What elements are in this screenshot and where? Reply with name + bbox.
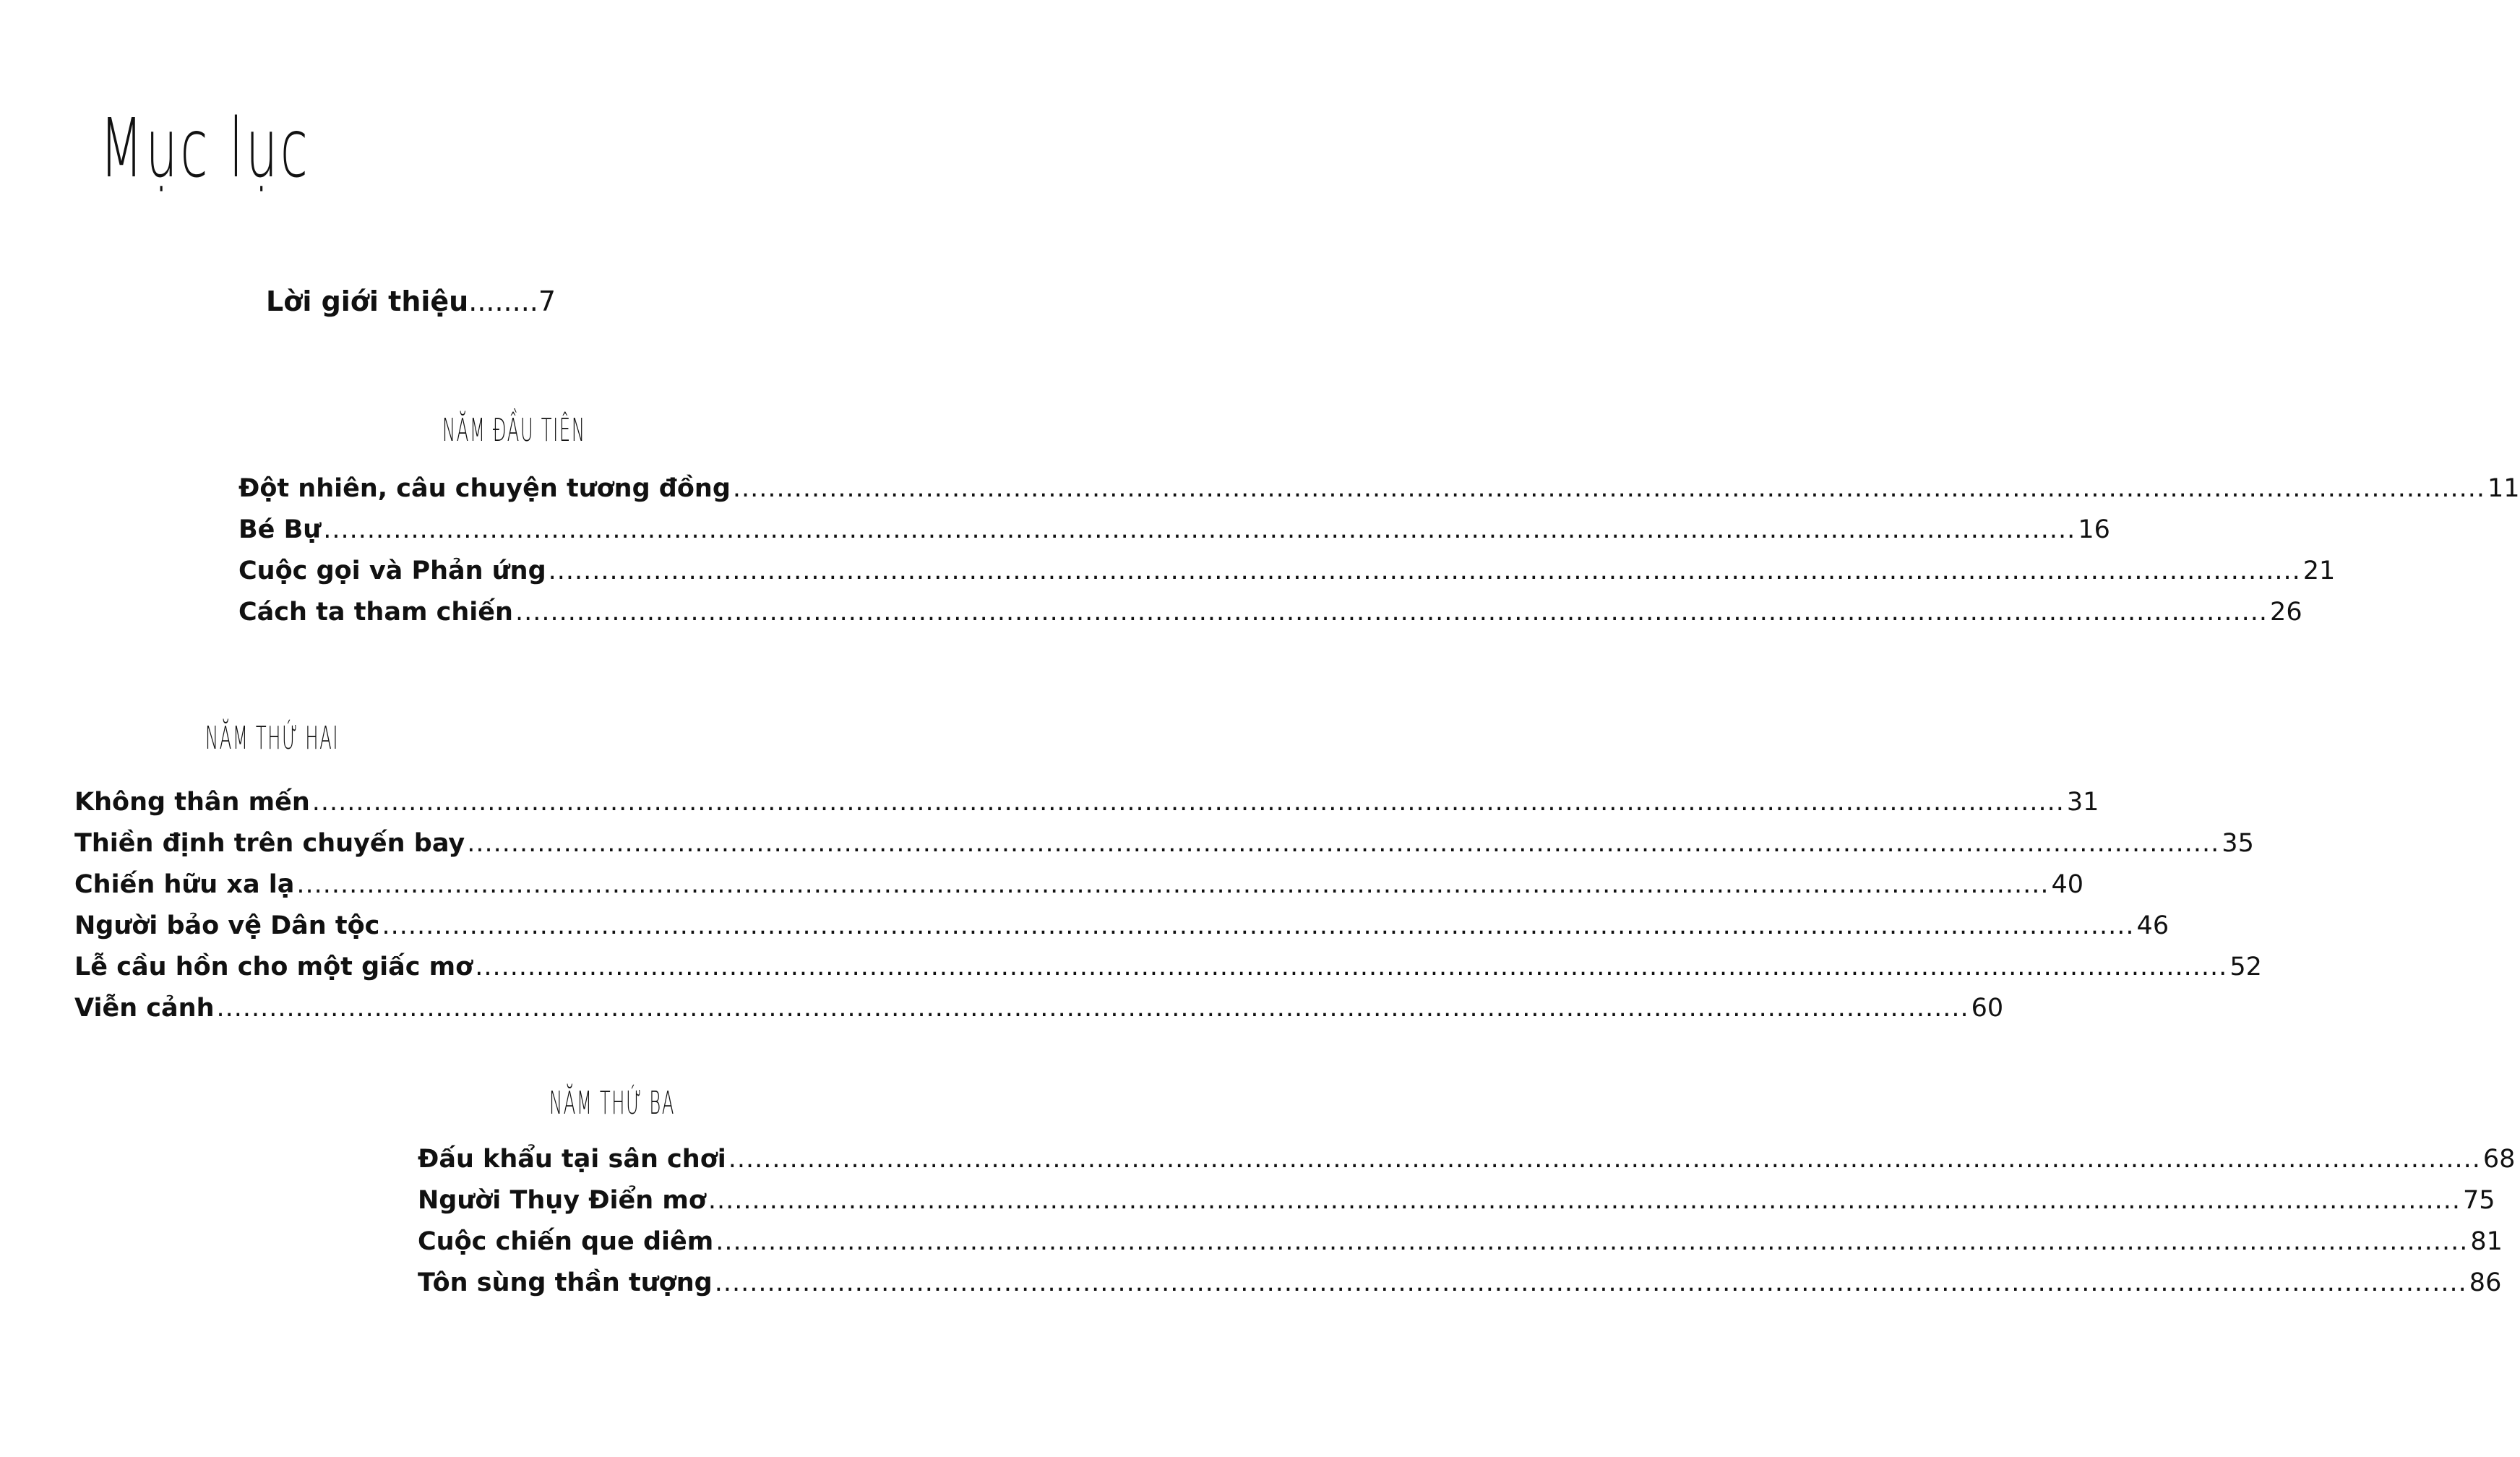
- intro-label: Lời giới thiệu: [266, 285, 469, 317]
- entry-title: Người Thụy Điển mơ: [418, 1186, 706, 1215]
- intro-entry[interactable]: [266, 285, 556, 317]
- entry-leader-dots: ........................................................................................................................................................................................................: [216, 994, 1969, 1023]
- toc-entry[interactable]: [238, 474, 2520, 515]
- entry-page: 81: [2470, 1227, 2503, 1256]
- entry-title: Đột nhiên, câu chuyện tương đồng: [238, 474, 731, 503]
- entry-page: 16: [2078, 515, 2110, 544]
- toc-entry[interactable]: [418, 1145, 2516, 1186]
- entry-page: 75: [2463, 1186, 2495, 1215]
- entry-page: 21: [2302, 556, 2336, 585]
- entry-page: 11: [2487, 474, 2520, 503]
- toc-list-year-one: [238, 474, 2520, 639]
- page-title: Mục lục: [100, 102, 311, 196]
- intro-page: 7: [538, 285, 556, 317]
- intro-dots: ........: [468, 285, 538, 317]
- entry-title: Không thân mến: [74, 788, 310, 817]
- toc-entry[interactable]: [74, 911, 2169, 953]
- entry-leader-dots: ........................................................................................................................................................................................................: [323, 515, 2076, 544]
- toc-entry[interactable]: [74, 953, 2262, 994]
- entry-title: Bé Bự: [238, 515, 322, 544]
- entry-leader-dots: ........................................................................................................................................................................................................: [296, 870, 2050, 899]
- entry-leader-dots: ........................................................................................................................................................................................................: [708, 1186, 2461, 1215]
- entry-title: Cuộc chiến que diêm: [418, 1227, 714, 1256]
- toc-entry[interactable]: [74, 870, 2084, 911]
- toc-entry[interactable]: [238, 598, 2302, 639]
- section-heading-year-two: NĂM THỨ HAI: [205, 720, 340, 757]
- entry-leader-dots: ........................................................................................................................................................................................................: [732, 474, 2485, 503]
- entry-title: Thiền định trên chuyến bay: [74, 829, 465, 858]
- toc-entry[interactable]: [418, 1227, 2503, 1268]
- section-heading-year-one: NĂM ĐẦU TIÊN: [442, 412, 586, 449]
- entry-page: 52: [2229, 953, 2262, 981]
- entry-title: Đấu khẩu tại sân chơi: [418, 1145, 726, 1174]
- toc-entry[interactable]: [418, 1186, 2495, 1227]
- entry-leader-dots: ........................................................................................................................................................................................................: [311, 788, 2065, 817]
- toc-list-year-three: [418, 1145, 2516, 1310]
- toc-entry[interactable]: [74, 994, 2004, 1035]
- section-heading-year-three: NĂM THỨ BA: [549, 1085, 676, 1122]
- entry-title: Chiến hữu xa lạ: [74, 870, 295, 899]
- entry-page: 46: [2136, 911, 2169, 940]
- entry-title: Cuộc gọi và Phản ứng: [238, 556, 546, 585]
- entry-leader-dots: ........................................................................................................................................................................................................: [382, 911, 2135, 940]
- toc-list-year-two: [74, 788, 2262, 1035]
- entry-leader-dots: ........................................................................................................................................................................................................: [515, 598, 2269, 627]
- entry-title: Người bảo vệ Dân tộc: [74, 911, 380, 940]
- entry-page: 86: [2469, 1268, 2502, 1297]
- entry-leader-dots: ........................................................................................................................................................................................................: [475, 953, 2228, 981]
- toc-entry[interactable]: [74, 788, 2099, 829]
- entry-page: 68: [2482, 1145, 2516, 1174]
- toc-entry[interactable]: [238, 556, 2336, 598]
- entry-leader-dots: ........................................................................................................................................................................................................: [715, 1227, 2469, 1256]
- entry-title: Tôn sùng thần tượng: [418, 1268, 713, 1297]
- entry-leader-dots: ........................................................................................................................................................................................................: [728, 1145, 2481, 1174]
- toc-entry[interactable]: [74, 829, 2254, 870]
- entry-title: Cách ta tham chiến: [238, 598, 513, 627]
- entry-title: Lễ cầu hồn cho một giấc mơ: [74, 953, 473, 981]
- entry-leader-dots: ........................................................................................................................................................................................................: [467, 829, 2220, 858]
- entry-leader-dots: ........................................................................................................................................................................................................: [548, 556, 2301, 585]
- entry-page: 31: [2066, 788, 2099, 817]
- entry-page: 40: [2051, 870, 2084, 899]
- entry-title: Viễn cảnh: [74, 994, 215, 1023]
- entry-page: 26: [2270, 598, 2302, 627]
- toc-entry[interactable]: [238, 515, 2110, 556]
- toc-entry[interactable]: [418, 1268, 2502, 1310]
- entry-page: 60: [1971, 994, 2004, 1023]
- entry-leader-dots: ........................................................................................................................................................................................................: [714, 1268, 2467, 1297]
- entry-page: 35: [2222, 829, 2254, 858]
